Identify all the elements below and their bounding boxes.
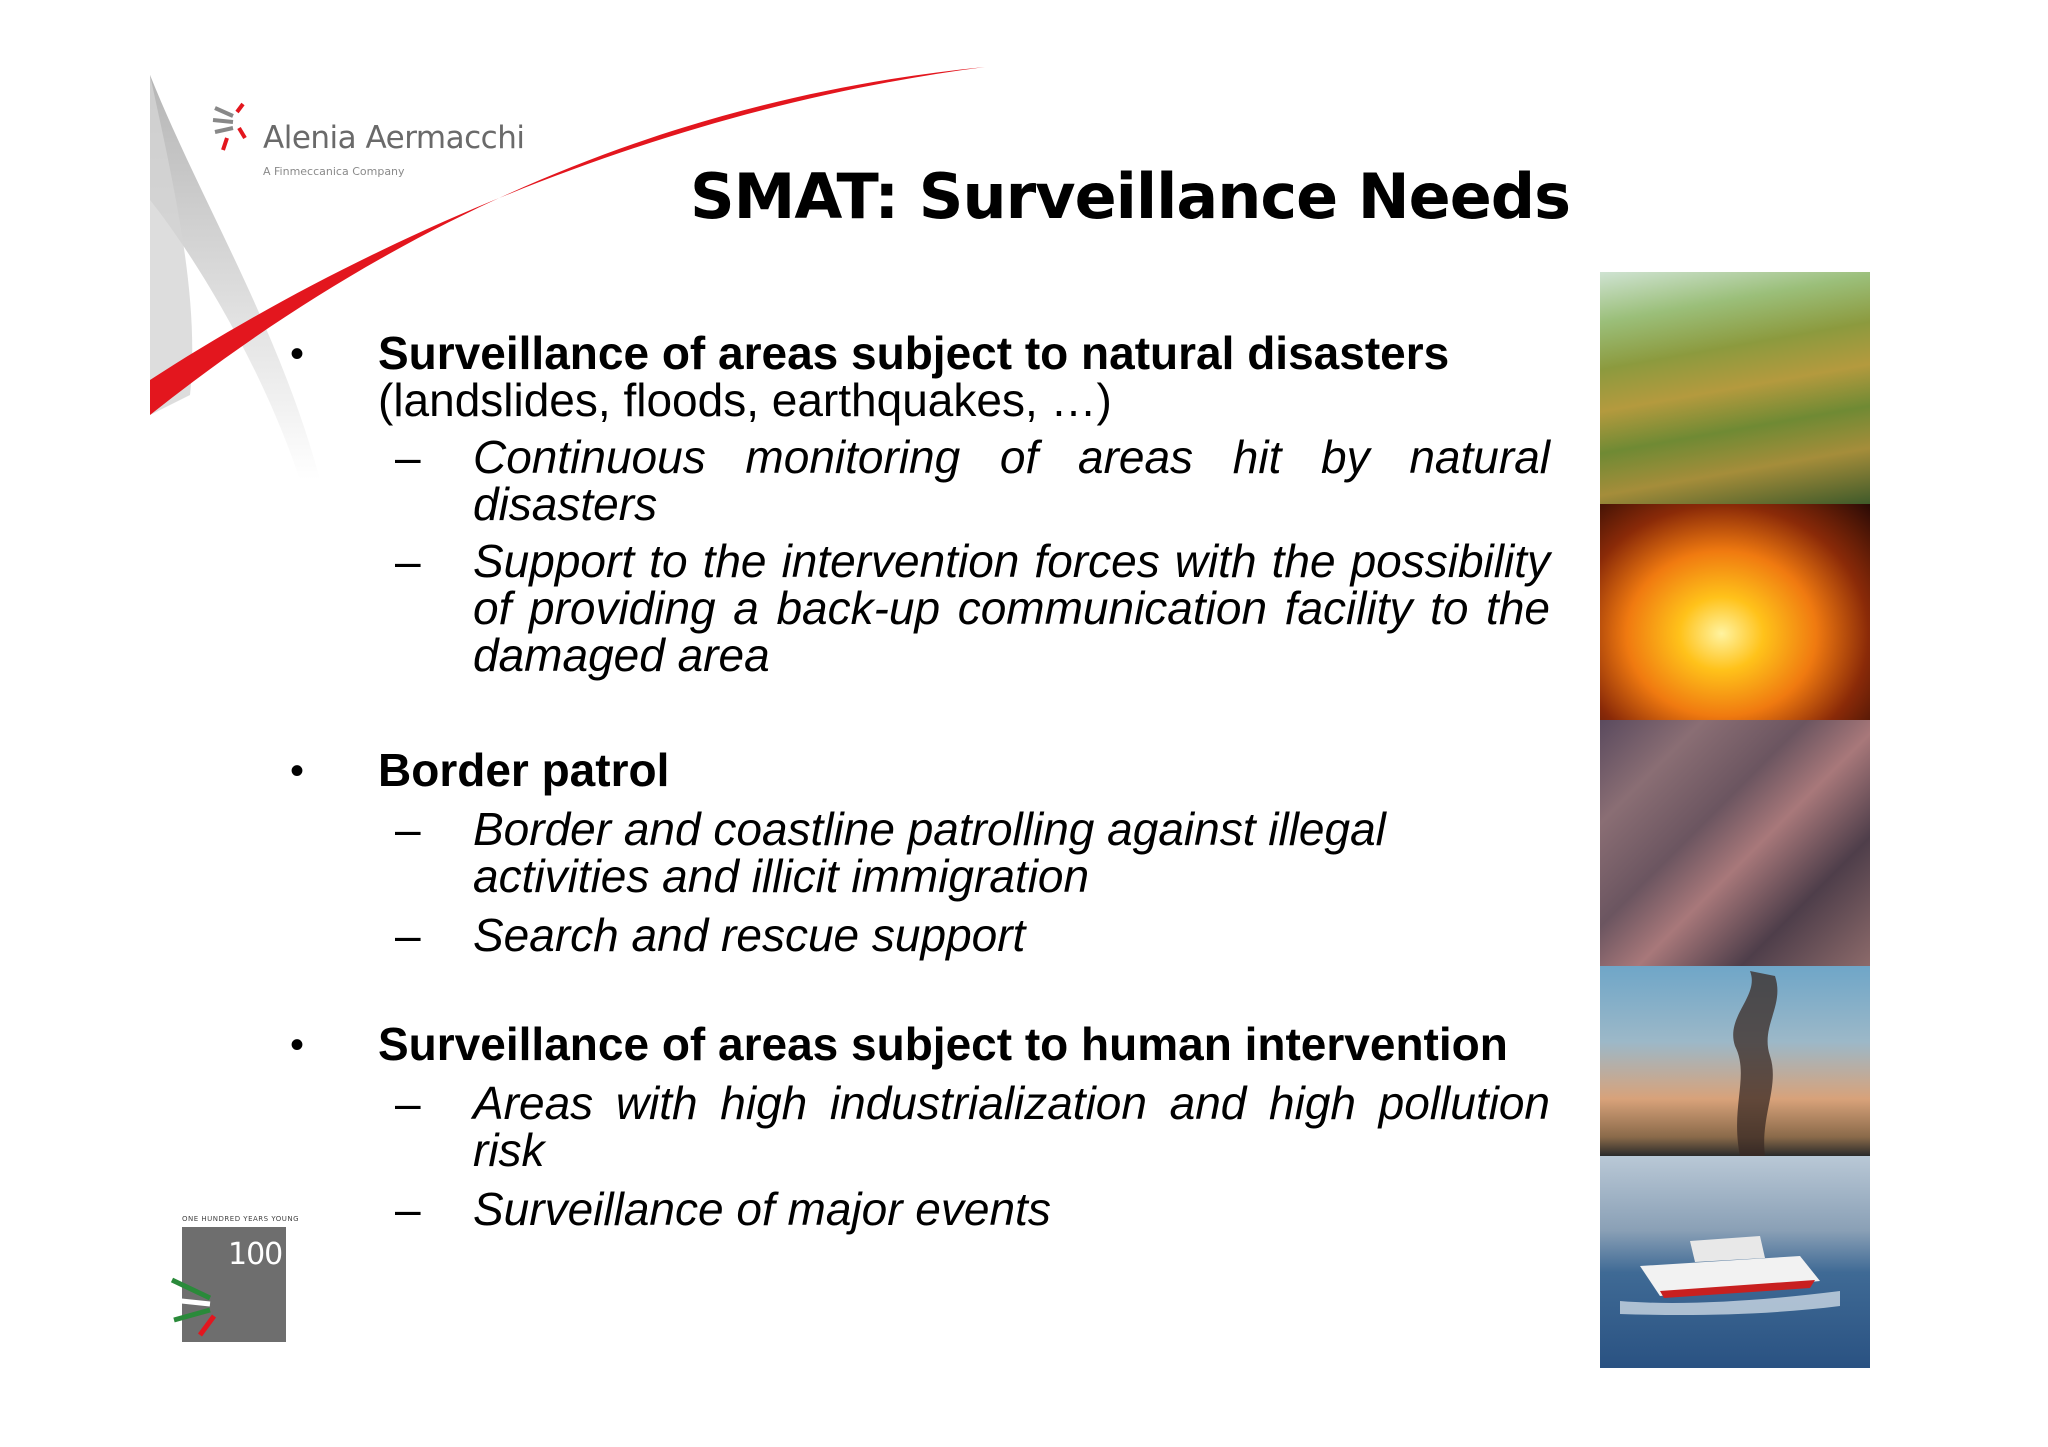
- company-logo: [205, 98, 525, 193]
- slide-content: [280, 327, 1550, 1235]
- bullet-symbol: •: [290, 749, 305, 793]
- sub-bullet: [280, 1077, 1550, 1176]
- boat-icon: [1600, 1156, 1870, 1368]
- photo-flooded-fields: [1600, 272, 1870, 504]
- badge-top-text: ONE HUNDRED YEARS YOUNG: [182, 1215, 300, 1223]
- dash-symbol: –: [395, 1183, 421, 1235]
- section-heading: Surveillance of areas subject to human intervention: [378, 1018, 1508, 1070]
- photo-wildfire: [1600, 504, 1870, 720]
- dash-symbol: –: [395, 1077, 421, 1129]
- bullet-natural-disasters: [280, 327, 1550, 426]
- slide-title: SMAT: Surveillance Needs: [690, 160, 1571, 233]
- section-subheading: (landslides, floods, earthquakes, …): [378, 374, 1112, 426]
- sub-bullet: [280, 535, 1550, 681]
- sub-bullet-text: Search and rescue support: [473, 909, 1026, 961]
- bullet-border-patrol: [280, 744, 1550, 796]
- sub-bullet: [280, 431, 1550, 530]
- sub-bullet: [280, 1183, 1550, 1235]
- bullet-human-intervention: [280, 1018, 1550, 1070]
- dash-symbol: –: [395, 535, 421, 587]
- photo-earthquake-ruins: [1600, 720, 1870, 966]
- smoke-plume-icon: [1600, 966, 1870, 1156]
- sub-bullet-text: Support to the intervention forces with the possibility of providing a back-up communication facility to the damaged area: [473, 535, 1550, 681]
- anniversary-badge: [170, 1215, 300, 1350]
- bullet-symbol: •: [290, 1023, 305, 1067]
- badge-mark-icon: [170, 1270, 230, 1345]
- sub-bullet-text: Surveillance of major events: [473, 1183, 1051, 1235]
- company-tagline: A Finmeccanica Company: [263, 165, 405, 178]
- sub-bullet-text: Areas with high industrialization and high pollution risk: [473, 1077, 1550, 1176]
- bullet-symbol: •: [290, 332, 305, 376]
- dash-symbol: –: [395, 909, 421, 961]
- company-name: Alenia Aermacchi: [263, 120, 525, 156]
- logo-mark-icon: [205, 98, 255, 158]
- section-heading: Surveillance of areas subject to natural disasters: [378, 327, 1450, 379]
- badge-number: 100: [228, 1237, 283, 1272]
- sub-bullet: [280, 909, 1550, 961]
- section-heading: Border patrol: [378, 744, 670, 796]
- dash-symbol: –: [395, 803, 421, 855]
- sub-bullet-text: Continuous monitoring of areas hit by natural disasters: [473, 431, 1550, 530]
- photo-industrial-smoke: [1600, 966, 1870, 1156]
- photo-patrol-boat: [1600, 1156, 1870, 1368]
- sub-bullet: [280, 803, 1443, 902]
- dash-symbol: –: [395, 431, 421, 483]
- sub-bullet-text: Border and coastline patrolling against illegal activities and illicit immigration: [473, 803, 1386, 902]
